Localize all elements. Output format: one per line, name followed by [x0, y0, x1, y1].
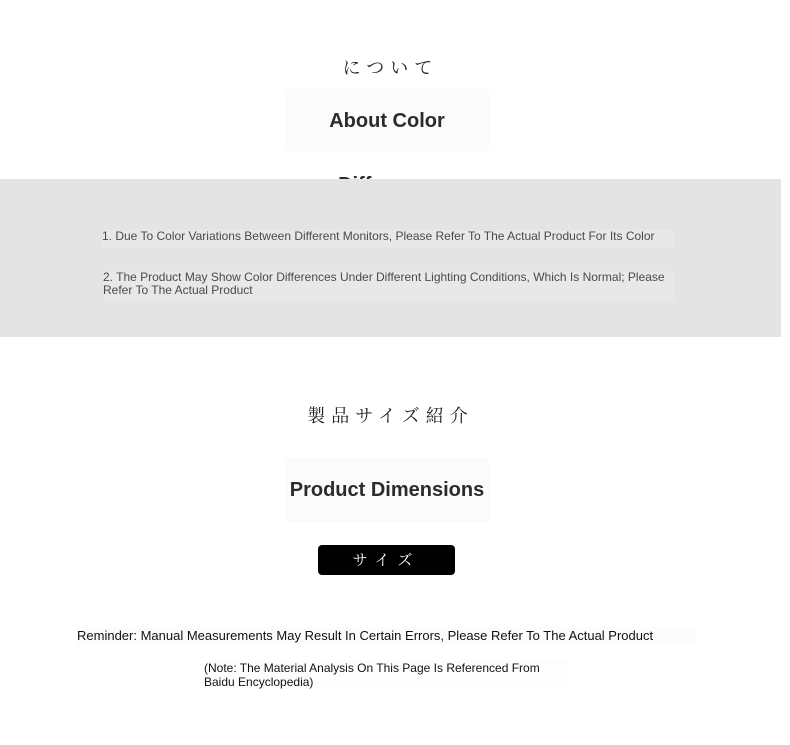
- color-notes-panel: [0, 179, 781, 337]
- about-jp-title: について: [342, 58, 439, 79]
- color-note-1: 1. Due To Color Variations Between Different Monitors, Please Refer To The Actual Product For Its Color: [102, 230, 674, 247]
- dimensions-en-title: Product Dimensions: [285, 458, 489, 522]
- measurement-reminder: Reminder: Manual Measurements May Result In Certain Errors, Please Refer To The Actual Product: [77, 627, 697, 645]
- color-note-2: 2. The Product May Show Color Differences Under Different Lighting Conditions, Which Is Normal; Please Refer To The Actual Product: [103, 271, 675, 301]
- about-en-title: About Color: [285, 89, 489, 151]
- dimensions-jp-title: 製品サイズ紹介: [307, 406, 474, 427]
- source-note: (Note: The Material Analysis On This Page Is Referenced From Baidu Encyclopedia): [204, 661, 569, 689]
- size-label-badge: サイズ: [318, 545, 455, 575]
